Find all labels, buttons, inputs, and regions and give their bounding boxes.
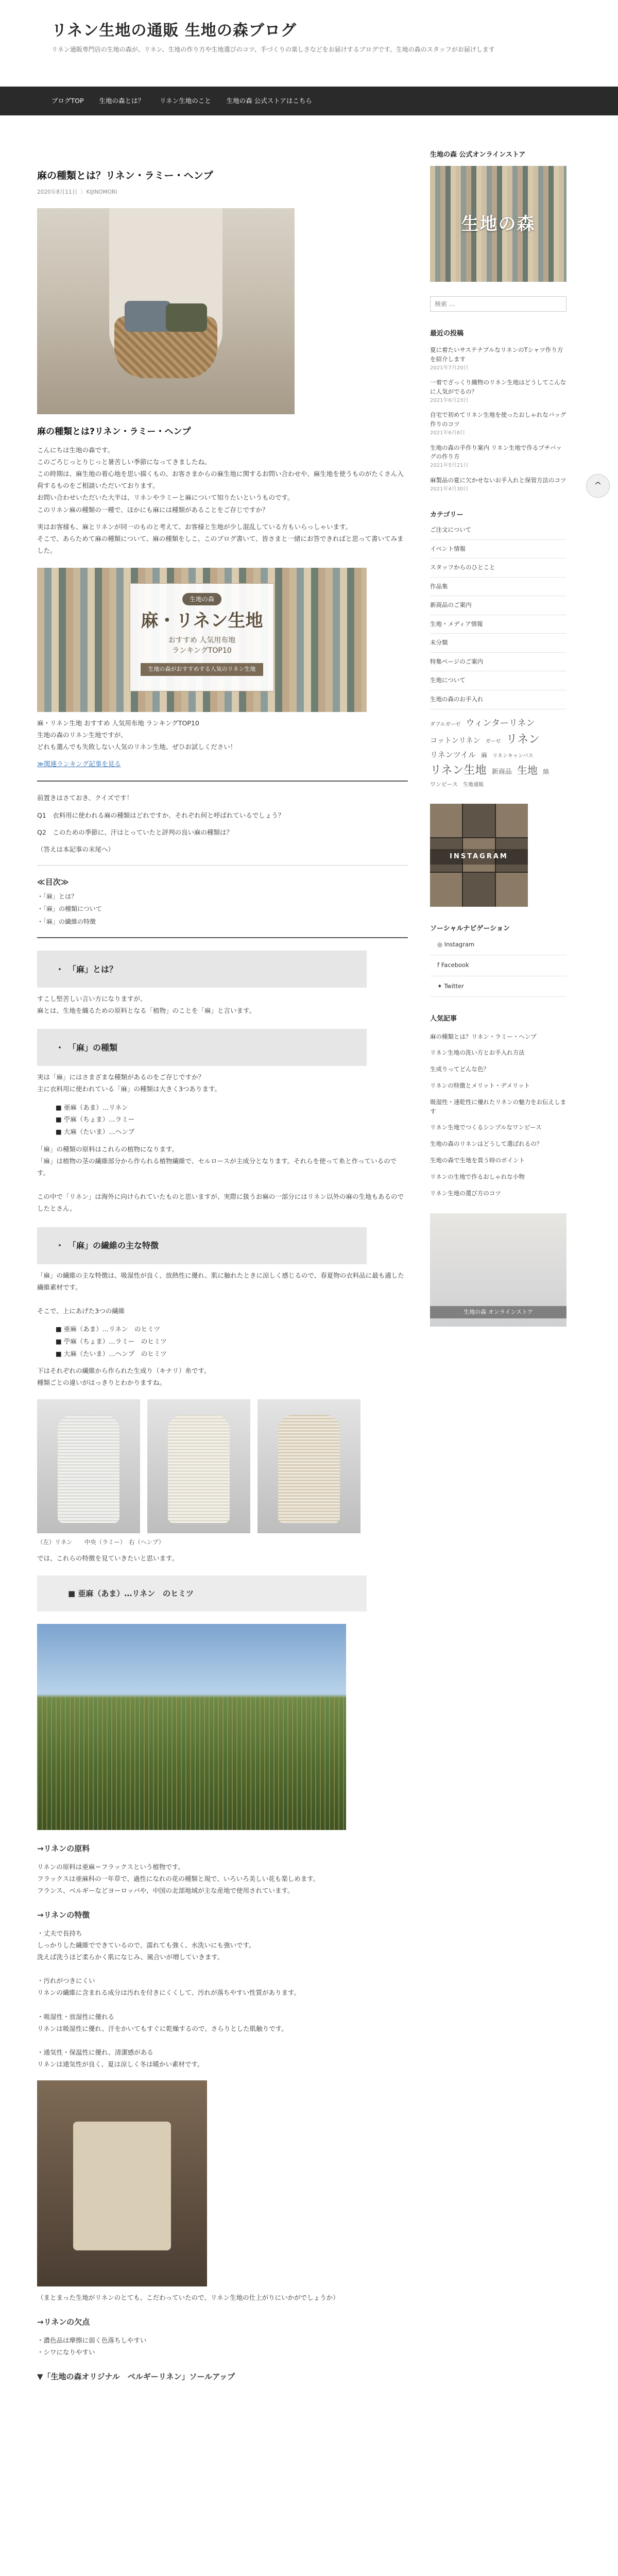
quiz-answer-note: （答えは本記事の末尾へ） <box>37 845 115 854</box>
ranking-link[interactable]: ≫関連ランキング記事を見る <box>37 760 121 768</box>
tag-cloud <box>430 717 566 790</box>
list-item: ■ 亜麻（あま）…リネン <box>56 1101 408 1114</box>
post-title: 麻の種類とは？リネン・ラミー・ヘンプ <box>37 170 213 181</box>
category-item[interactable]: 作品集 <box>430 578 566 597</box>
social-title: ソーシャルナビゲーション <box>430 924 510 933</box>
chevron-up-icon: ^ <box>594 480 602 491</box>
tag[interactable]: リネン <box>506 733 540 746</box>
tag[interactable]: ワンピース <box>430 781 458 788</box>
heading-types: ・ 「麻」の種類 <box>37 1029 367 1066</box>
recent-post[interactable]: 一着でざっくり織物のリネン生地はどうしてこんなに人気がでるの？ 2021年6月23日 <box>430 379 566 403</box>
tag[interactable]: リネン生地 <box>430 764 487 777</box>
heading-next: ▼「生地の森オリジナル ベルギーリネン」ソールアップ <box>37 2372 235 2382</box>
tag[interactable]: リネンツイル <box>430 750 476 759</box>
popular-post[interactable]: リネンの特徴とメリット・デメリット <box>430 1081 530 1089</box>
list-item: ■ 苧麻（ちょま）…ラミー <box>56 1113 408 1126</box>
heading-traits: →リネンの特徴 <box>37 1910 90 1920</box>
types-text-2: 「麻」の種類の原料はこれらの植物になります。 「麻」は植物の茎の繊維部分から作られる植物繊維で、セルロースが主成分となります。それらを使って糸と作っているのです。 この中で「リネン」は海外に向けられていたものと思いますが、実際に扱うお麻の一部分にはリネン以外の麻の生地もあるのでしたとさん。 <box>37 1145 404 1213</box>
popular-post[interactable]: 生地の森で生地を買う時のポイント <box>430 1157 525 1164</box>
facebook-icon: f <box>437 961 441 969</box>
global-nav <box>0 87 618 115</box>
heading-source: →リネンの原料 <box>37 1844 90 1854</box>
site-title[interactable]: リネン生地の通販 生地の森ブログ <box>52 22 297 40</box>
list-item: ■ 苧麻（ちょま）…ラミー のヒミツ <box>56 1335 408 1348</box>
nav-item-store[interactable]: 生地の森 公式ストアはこちら <box>226 97 312 105</box>
traits-text: ・丈夫で長持ち しっかりした繊維でできているので、濡れても強く、水洗いにも強いです。 洗えば洗うほど柔らかく肌になじみ、風合いが増していきます。 ・汚れがつきにくい リネンの繊維に含まれる成分は汚れを付きにくくして、汚れが落ちやすい性質があります。 ・吸湿性・放湿性に優れる リネンは吸湿性に優れ、汗をかいてもすぐに乾燥するので、さらりとした肌触りです。 ・通気性・保温性に優れ、清潔感がある リネンは通気性が良く、夏は涼しく冬は暖かい素材です。 <box>37 1929 301 2069</box>
yarn-photos <box>37 1399 408 1533</box>
hero-image <box>37 208 295 414</box>
types-list <box>37 1101 408 1138</box>
types-text: 実は「麻」にはさまざまな種類があるのをご存じですか？ 主に衣料用に使われている「麻」の種類は大きく3つあります。 <box>37 1073 221 1093</box>
features-text: 「麻」の繊維の主な特徴は、吸湿性が良く、放熱性に優れ、肌に触れたときに涼しく感じるので、春夏物の衣料品に最も適した繊維素材です。 そこで、上にあげた3つの繊維 <box>37 1271 404 1315</box>
tag[interactable]: リネンキャンバス <box>492 753 534 759</box>
list-item: ■ 大麻（たいま）…ヘンプ <box>56 1126 408 1138</box>
category-item[interactable]: ご注文について <box>430 521 566 540</box>
nav-item-about[interactable]: 生地の森とは？ <box>99 97 145 105</box>
divider <box>37 937 408 938</box>
toc-item[interactable]: ・「麻」とは？ <box>37 892 78 900</box>
tag[interactable]: 生地通販 <box>463 782 484 788</box>
category-item[interactable]: 未分類 <box>430 634 566 653</box>
nav-item-blog-top[interactable]: ブログTOP <box>52 97 84 105</box>
popular-post[interactable]: リネン生地の洗い方とお手入れ方法 <box>430 1049 525 1057</box>
shop-title: 生地の森 公式オンラインストア <box>430 151 526 159</box>
category-item[interactable]: 生地・メディア情報 <box>430 615 566 634</box>
quiz-q1: Q1 衣料用に使われる麻の種類はどれですか、それぞれ何と呼ばれているでしょう？ <box>37 811 285 819</box>
popular-post[interactable]: リネンの生地で作るおしゃれな小物 <box>430 1173 525 1180</box>
intro-text: こんにちは生地の森です。 このごろじっとりじっと暑苦しい季節になってきましたね。 この時期は、麻生地の着心地を思い描くもの、お客さまからの麻生地に関するお問い合わせや、麻生地を使うものがたくさん入荷するものをご相談いただいております。 お問い合わせいただいた大半は、リネンやラミーと麻について知りたいというものです。 このリネン麻の種類の一種で、ほかにも麻には種類があることをご存じですか？ <box>37 446 404 514</box>
scroll-top-button[interactable] <box>586 474 610 498</box>
cons-text: ・濃色品は摩擦に弱く色落ちしやすい ・シワになりやすい <box>37 2336 147 2356</box>
popular-post[interactable]: リネン生地の選び方のコツ <box>430 1189 501 1197</box>
popular-post[interactable]: 吸湿性・速乾性に優れたリネンの魅力をお伝えします <box>430 1098 566 1115</box>
tag[interactable]: 生地 <box>517 764 538 776</box>
site-header <box>0 0 618 87</box>
promo-foot: 生地の森がおすすめする人気のリネン生地 <box>141 663 263 676</box>
social-link-twitter[interactable]: ✦ Twitter <box>430 976 566 997</box>
site-description: リネン通販専門店の生地の森が、リネン、生地の作り方や生地選びのコツ、手づくりの楽しさなどをお届けするブログです。生地の森のスタッフがお届けします <box>52 46 495 53</box>
bag-caption: （まとまった生地がリネンのとても、こだわっていたので、リネン生地の仕上がりにいかがでしょうか） <box>37 2294 339 2302</box>
tag[interactable]: ウィンターリネン <box>466 718 535 728</box>
instagram-banner[interactable] <box>430 804 528 907</box>
category-item[interactable]: 新商品のご案内 <box>430 596 566 615</box>
divider <box>37 781 408 782</box>
popular-post[interactable]: 麻の種類とは？リネン・ラミー・ヘンプ <box>430 1032 537 1040</box>
popular-post[interactable]: 生成りってどんな色？ <box>430 1065 489 1073</box>
store-photo-banner[interactable] <box>430 1213 566 1327</box>
yarn-caption: （左）リネン 中央（ラミー） 右（ヘンプ） <box>37 1538 165 1546</box>
heading-cons: →リネンの欠点 <box>37 2317 90 2327</box>
sidebar <box>430 133 566 2576</box>
heading-features: ・ 「麻」の繊維の主な特徴 <box>37 1227 367 1264</box>
cone-text: では、これらの特徴を見ていきたいと思います。 <box>37 1554 179 1563</box>
nav-item-linen[interactable]: リネン生地のこと <box>160 97 211 105</box>
yarn-cone-ramie <box>147 1399 250 1533</box>
intro-heading: 麻の種類とは?リネン・ラミー・ヘンプ <box>37 427 191 437</box>
social-link-facebook[interactable]: f Facebook <box>430 955 566 976</box>
heading-linen: ■ 亜麻（あま）…リネン のヒミツ <box>37 1575 367 1612</box>
toc-item[interactable]: ・「麻」の繊維の特徴 <box>37 918 96 925</box>
instagram-label: INSTAGRAM <box>430 849 528 865</box>
instagram-icon: ◎ <box>437 940 444 948</box>
popular-title: 人気記事 <box>430 1015 457 1023</box>
source-text: リネンの原料は亜麻＝フラックスという植物です。 フラックスは亜麻科の一年草で、過性になれの花の種類と現で、いろいろ美しい花も楽しめます。 フランス、ベルギーなどヨーロッパや、中国の北部地域が主な産地で使用されています。 <box>37 1862 320 1895</box>
post-meta: 2020年8月11日 ｜ KIJINOMORI <box>37 189 117 195</box>
list-item: ■ 亜麻（あま）…リネン のヒミツ <box>56 1323 408 1335</box>
tag[interactable]: ガーゼ <box>485 738 501 744</box>
flax-field-photo <box>37 1624 346 1830</box>
category-item[interactable]: 生地の森のお手入れ <box>430 690 566 709</box>
category-item[interactable]: イベント情報 <box>430 540 566 559</box>
linen-bag-photo <box>37 2080 207 2286</box>
tag[interactable]: 綿 <box>543 768 550 775</box>
divider <box>37 865 408 866</box>
features-text-2: 下はそれぞれの繊維から作られた生成り（キナリ）糸です。 種類ごとの違いがはっきりとわかりますね。 <box>37 1367 211 1387</box>
category-item[interactable]: スタッフからのひとこと <box>430 558 566 578</box>
asa-text: すこし堅苦しい言い方になりますが、 麻とは、生地を織るための原料となる「植物」のことを「麻」と言います。 <box>37 995 256 1015</box>
tag[interactable]: ダブルガーゼ <box>430 721 461 727</box>
category-item[interactable]: 特集ページのご案内 <box>430 653 566 672</box>
popular-post[interactable]: リネン生地でつくるシンプルなワンピース <box>430 1124 542 1131</box>
category-item[interactable]: 生地について <box>430 671 566 690</box>
tag[interactable]: 新商品 <box>491 768 512 776</box>
promo-sub: おすすめ 人気用布地 ランキングTOP10 <box>168 636 236 655</box>
tag[interactable]: 麻 <box>481 751 488 759</box>
promo-pill: 生地の森 <box>182 593 221 605</box>
quiz-intro: 前置きはさておき、クイズです！ <box>37 793 133 802</box>
store-photo-caption: 生地の森 オンラインストア <box>430 1306 566 1319</box>
recent-post[interactable]: 夏に着たいサステナブルなリネンのTシャツ作り方を紹介します 2021年7月20日 <box>430 346 563 371</box>
category-title: カテゴリー <box>430 511 464 519</box>
ranking-banner[interactable] <box>37 568 367 712</box>
popular-post[interactable]: 生地の森のリネンはどうして選ばれるの？ <box>430 1140 543 1148</box>
twitter-icon: ✦ <box>437 982 444 990</box>
recent-post[interactable]: 生地の森の手作り案内 リネン生地で作るプチバッグの作り方 2021年5月21日 <box>430 444 562 469</box>
heading-asa: ・ 「麻」とは？ <box>37 951 367 988</box>
intro-text-2: 実はお客様も、麻とリネンが同一のものと考えて、お客様と生地が少し混乱している方もいらっしゃいます。 そこで、あらためて麻の種類について、麻の種類をしこ、このブログ書いて、皆さまと一緒にお答できればと思って書いてみました。 <box>37 522 404 554</box>
list-item: ■ 大麻（たいま）…ヘンプ のヒミツ <box>56 1348 408 1360</box>
recent-post[interactable]: 麻製品の夏に欠かせないお手入れと保管方法のコツ 2021年4月30日 <box>430 476 566 492</box>
tag[interactable]: コットンリネン <box>430 736 480 745</box>
recent-post[interactable]: 自宅で初めてリネン生地を使ったおしゃれなバッグ作りのコツ 2021年6月8日 <box>430 411 566 436</box>
yarn-cone-linen <box>37 1399 140 1533</box>
quiz-q2: Q2 このための季節に、汗はとっていたと評判の良い麻の種類は？ <box>37 828 233 836</box>
shop-banner-label: 生地の森 <box>461 214 536 235</box>
main-content <box>37 133 408 2576</box>
yarn-cone-hemp <box>258 1399 360 1533</box>
toc-item[interactable]: ・「麻」の種類について <box>37 905 102 913</box>
features-list <box>37 1323 408 1360</box>
search-input[interactable] <box>430 296 566 312</box>
shop-banner[interactable] <box>430 166 566 282</box>
promo-main: 麻・リネン生地 <box>141 611 263 632</box>
social-link-instagram[interactable]: ◎ Instagram <box>430 935 566 956</box>
recent-title: 最近の投稿 <box>430 330 464 338</box>
promo-text: 麻・リネン生地 おすすめ 人気用布地 ランキングTOP10 生地の森のリネン生地ですが、 どれも選んでも失敗しない人気のリネン生地、ぜひお試しください！ <box>37 719 237 751</box>
toc-title: ≪目次≫ <box>37 877 69 887</box>
